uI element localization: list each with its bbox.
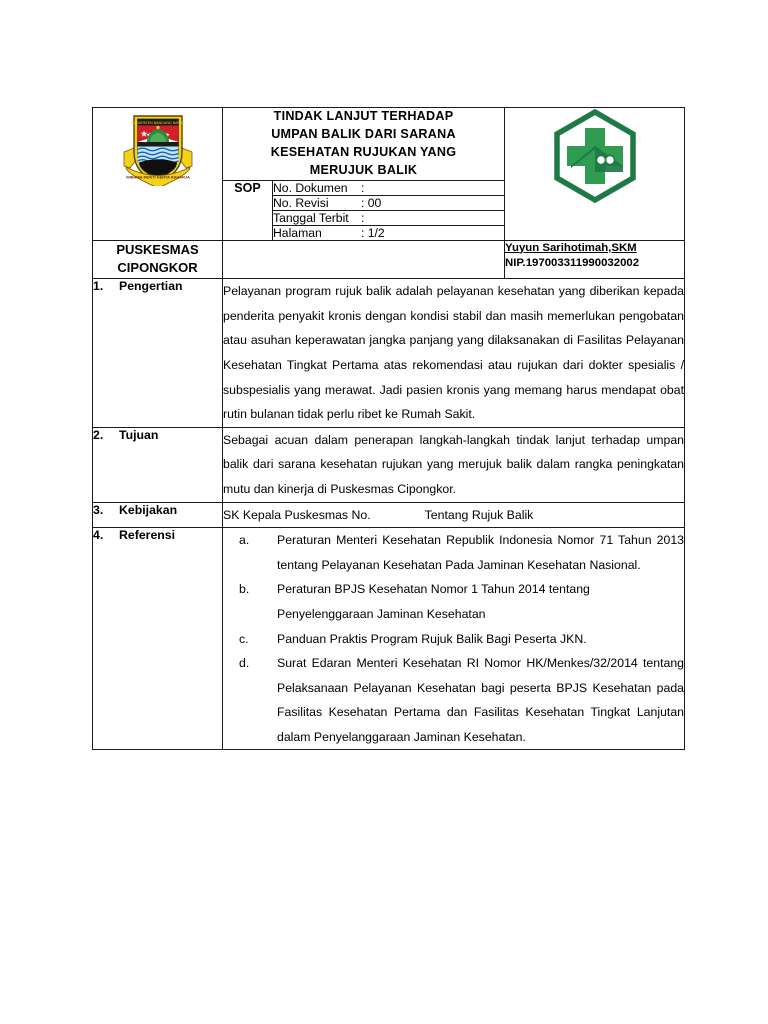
sop-header-table (92, 107, 685, 750)
signatory-nip: NIP.197003311990032002 (505, 256, 640, 269)
meta-tanggal-terbit-value: : (361, 210, 365, 225)
kabupaten-bandung-barat-emblem-icon (120, 108, 196, 186)
meta-no-dokumen-value: : (361, 180, 365, 195)
section-row-tujuan (93, 427, 685, 502)
svg-text:KABUPATEN BANDUNG BARAT: KABUPATEN BANDUNG BARAT (131, 121, 184, 126)
referensi-marker-c: c. (239, 631, 249, 646)
meta-no-revisi-value: : 00 (361, 195, 382, 210)
unit-name-line-2: CIPONGKOR (117, 260, 198, 276)
document-title-line-3: KESEHATAN RUJUKAN YANG (270, 144, 457, 159)
meta-no-dokumen-label: No. Dokumen (273, 180, 348, 195)
document-title (223, 108, 504, 180)
section-number-pengertian: 1. (93, 279, 104, 294)
section-title-tujuan: Tujuan (119, 427, 159, 442)
referensi-text-d: Surat Edaran Menteri Kesehatan RI Nomor HK/Menkes/32/2014 tentang Pelaksanaan Pelayanan Kesehatan bagi peserta BPJS Kesehatan pada Fasilitas Kesehatan Pertama dan Fasilitas Kesehatan Tingkat Lanjutan dalam Penyelanggaraan Jaminan Kesehatan. (277, 656, 685, 744)
section-title-pengertian: Pengertian (119, 279, 183, 294)
meta-no-revisi (273, 195, 505, 210)
document-title-line-2: UMPAN BALIK DARI SARANA (271, 126, 456, 141)
puskesmas-logo-cell (505, 108, 685, 241)
referensi-list (223, 528, 684, 749)
section-label-kebijakan (93, 502, 223, 528)
document-title-line-4: MERUJUK BALIK (309, 162, 418, 177)
referensi-item-d (239, 651, 684, 749)
unit-name-line-1: PUSKESMAS (116, 241, 199, 257)
referensi-text-a: Peraturan Menteri Kesehatan Republik Indonesia Nomor 71 Tahun 2013 tentang Pelayanan Kesehatan Pada Jaminan Kesehatan Nasional. (277, 533, 685, 572)
section-title-kebijakan: Kebijakan (119, 502, 178, 517)
signature-blank-cell (223, 240, 505, 279)
section-label-tujuan (93, 427, 223, 502)
section-row-pengertian (93, 279, 685, 428)
meta-tanggal-terbit (273, 210, 505, 225)
meta-no-dokumen (273, 180, 505, 195)
referensi-marker-b: b. (239, 582, 250, 597)
svg-text:WIBAWA MUKTI KERTA RAHARJA: WIBAWA MUKTI KERTA RAHARJA (125, 174, 190, 180)
tujuan-paragraph: Sebagai acuan dalam penerapan langkah-langkah tindak lanjut terhadap umpan balik dari sarana kesehatan rujukan yang merujuk balik dalam rangka peningkatan mutu dan kinerja di Puskesmas Cipongkor. (223, 432, 685, 496)
kebijakan-text-after: Tentang Rujuk Balik (424, 507, 534, 522)
meta-halaman-value: : 1/2 (361, 225, 385, 240)
section-number-referensi: 4. (93, 528, 104, 543)
referensi-item-c (239, 627, 684, 652)
section-number-tujuan: 2. (93, 427, 104, 442)
unit-name-cell (93, 240, 223, 279)
document-title-line-1: TINDAK LANJUT TERHADAP (273, 109, 454, 123)
signatory-cell (505, 240, 685, 279)
identity-row (93, 240, 685, 279)
meta-halaman-label: Halaman (273, 225, 322, 240)
kebijakan-text-before: SK Kepala Puskesmas No. (223, 507, 371, 522)
kabupaten-logo-cell (93, 108, 223, 241)
sop-label: SOP (223, 180, 273, 240)
section-label-referensi (93, 528, 223, 750)
referensi-item-b (239, 577, 684, 626)
referensi-text-b: Peraturan BPJS Kesehatan Nomor 1 Tahun 2014 tentang Penyelenggaraan Jaminan Kesehatan (277, 582, 590, 621)
section-row-referensi (93, 528, 685, 750)
referensi-text-c: Panduan Praktis Program Rujuk Balik Bagi Peserta JKN. (277, 631, 587, 646)
section-row-kebijakan (93, 502, 685, 528)
section-number-kebijakan: 3. (93, 502, 104, 517)
header-title-row (93, 108, 685, 181)
section-content-kebijakan (223, 502, 685, 528)
meta-halaman (273, 225, 505, 240)
document-title-cell (223, 108, 505, 181)
pengertian-paragraph: Pelayanan program rujuk balik adalah pelayanan kesehatan yang diberikan kepada penderita penyakit kronis dengan kondisi stabil dan masih memerlukan pengobatan atau asuhan keperawatan jangka panjang yang dilaksanakan di Fasilitas Pelayanan Kesehatan Tingkat Pertama atas rekomendasi atau rujukan dari dokter spesialis / subspesialis yang merawat. Jadi pasien kronis yang memang harus mendapat obat rutin bulanan tidak perlu ribet ke Rumah Sakit. (223, 284, 685, 422)
section-title-referensi: Referensi (119, 528, 176, 543)
section-content-tujuan (223, 427, 685, 502)
meta-tanggal-terbit-label: Tanggal Terbit (273, 210, 349, 225)
referensi-marker-d: d. (239, 656, 250, 671)
section-content-referensi (223, 528, 685, 750)
referensi-item-a (239, 528, 684, 577)
meta-no-revisi-label: No. Revisi (273, 195, 329, 210)
section-label-pengertian (93, 279, 223, 428)
signatory-name: Yuyun Sarihotimah,SKM (505, 241, 637, 254)
puskesmas-hexagon-logo-icon (549, 108, 641, 204)
referensi-marker-a: a. (239, 533, 250, 548)
section-content-pengertian (223, 279, 685, 428)
